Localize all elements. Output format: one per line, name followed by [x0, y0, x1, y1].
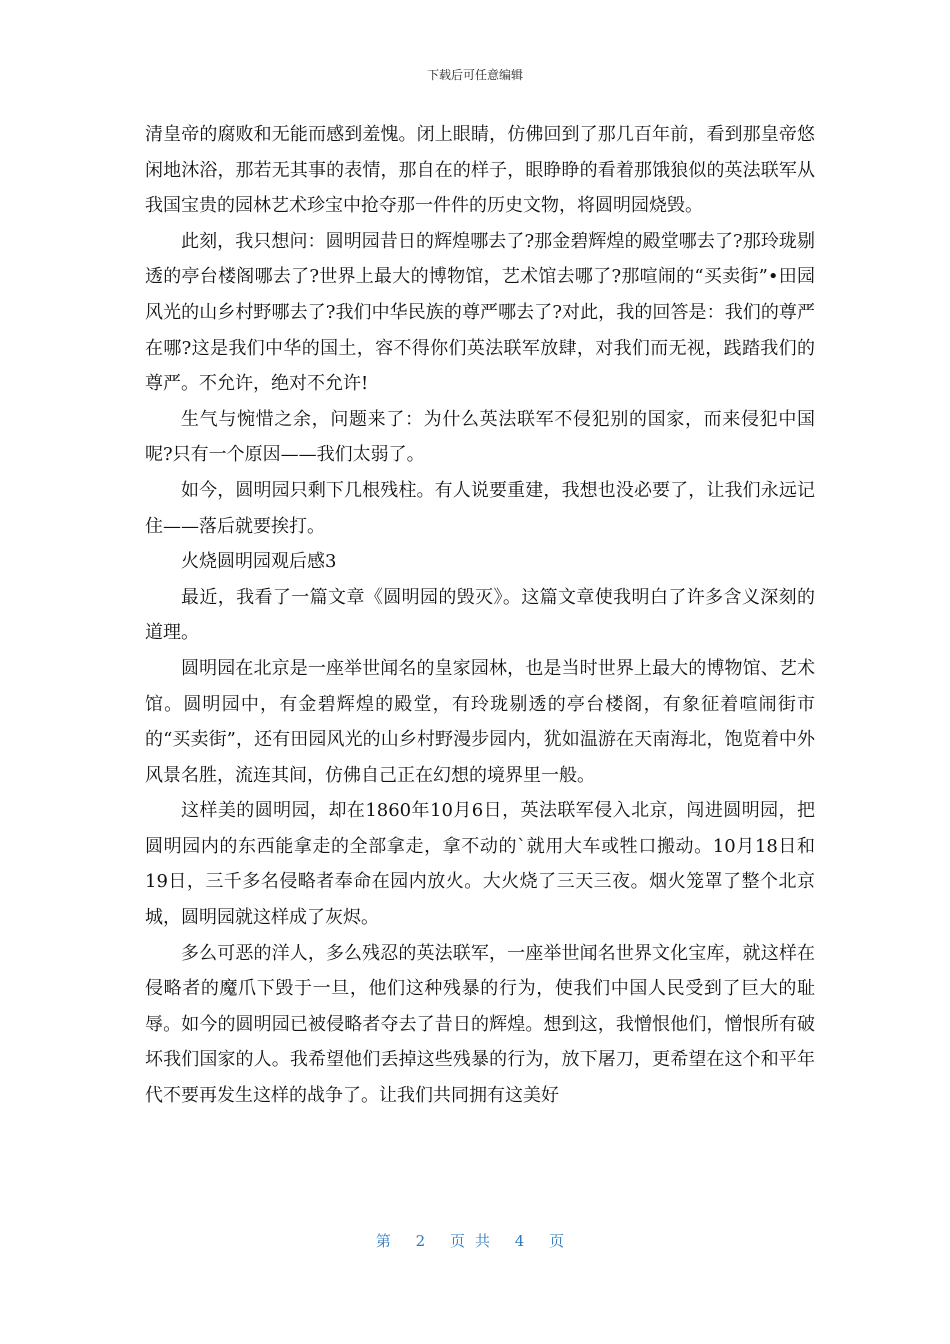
section-heading: 火烧圆明园观后感3 [181, 551, 337, 573]
page-number-footer: 第 2 页共 4 页 [375, 1232, 575, 1250]
paragraph-3: 生气与惋惜之余，问题来了：为什么英法联军不侵犯别的国家，而来侵犯中国呢?只有一个原因——我们太弱了。 [145, 408, 815, 466]
paragraph-5: 最近，我看了一篇文章《圆明园的毁灭》。这篇文章使我明白了许多含义深刻的道理。 [145, 586, 815, 644]
paragraph-1: 清皇帝的腐败和无能而感到羞愧。闭上眼睛，仿佛回到了那几百年前，看到那皇帝悠闲地沐浴，那若无其事的表情，那自在的样子，眼睁睁的看着那饿狼似的英法联军从我国宝贵的园林艺术珍宝中抢夺那一件件的历史文物，将圆明园烧毁。 [145, 124, 815, 217]
paragraph-2: 此刻，我只想问：圆明园昔日的辉煌哪去了?那金碧辉煌的殿堂哪去了?那玲珑剔透的亭台楼阁哪去了?世界上最大的博物馆，艺术馆去哪了?那喧闹的“买卖街”•田园风光的山乡村野哪去了?我们中华民族的尊严哪去了?对此，我的回答是：我们的尊严在哪?这是我们中华的国土，容不得你们英法联军放肆，对我们而无视，践踏我们的尊严。不允许，绝对不允许! [145, 230, 815, 395]
page-header: 下载后可任意编辑 [426, 68, 523, 82]
paragraph-4: 如今，圆明园只剩下几根残柱。有人说要重建，我想也没必要了，让我们永远记住——落后就要挨打。 [145, 479, 815, 537]
paragraph-6: 圆明园在北京是一座举世闻名的皇家园林，也是当时世界上最大的博物馆、艺术馆。圆明园中，有金碧辉煌的殿堂，有玲珑剔透的亭台楼阁，有象征着喧闹街市的“买卖街”，还有田园风光的山乡村野漫步园内，犹如温游在天南海北，饱览着中外风景名胜，流连其间，仿佛自己正在幻想的境界里一般。 [145, 657, 815, 786]
document-body [145, 117, 815, 1114]
paragraph-7: 这样美的圆明园，却在1860年10月6日，英法联军侵入北京，闯进圆明园，把圆明园内的东西能拿走的全部拿走，拿不动的`就用大车或牲口搬动。10月18日和19日，三千多名侵略者奉命在园内放火。大火烧了三天三夜。烟火笼罩了整个北京城，圆明园就这样成了灰烬。 [145, 800, 815, 929]
paragraph-8: 多么可恶的洋人，多么残忍的英法联军，一座举世闻名世界文化宝库，就这样在侵略者的魔爪下毁于一旦，他们这种残暴的行为，使我们中国人民受到了巨大的耻辱。如今的圆明园已被侵略者夺去了昔日的辉煌。想到这，我憎恨他们，憎恨所有破坏我们国家的人。我希望他们丢掉这些残暴的行为，放下屠刀，更希望在这个和平年代不要再发生这样的战争了。让我们共同拥有这美好 [145, 942, 815, 1107]
